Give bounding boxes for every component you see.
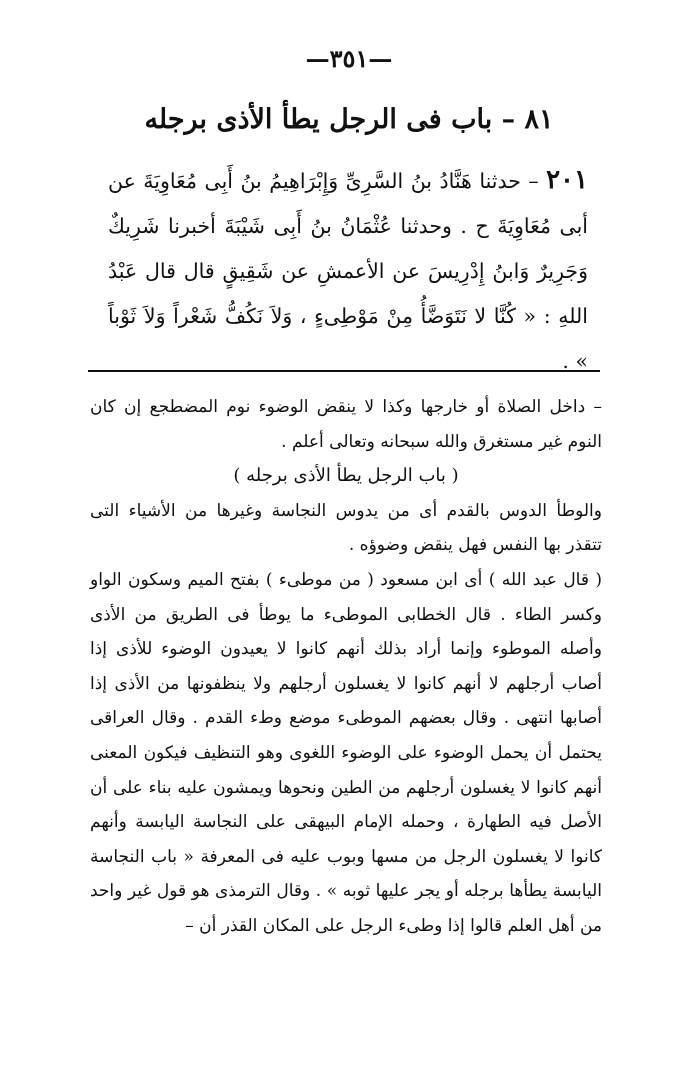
- commentary-paragraph: والوطأ الدوس بالقدم أى من يدوس النجاسة وغيرها من الأشياء التى تتقذر بها النفس فهل ينقض وضوؤه .: [90, 500, 602, 556]
- commentary-sub-heading: ( باب الرجل يطأ الأذى برجله ): [233, 465, 459, 487]
- hadith-block: [108, 158, 588, 384]
- chapter-heading: ٨١ – باب فى الرجل يطأ الأذى برجله: [144, 104, 554, 135]
- footnote-divider: [88, 370, 600, 372]
- commentary-paragraph: ( قال عبد الله ) أى ابن مسعود ( من موطىء ) بفتح الميم وسكون الواو وكسر الطاء . قال الخطابى الموطىء ما يوطأ فى الطريق من الأذى وأصله الموطوء وإنما أراد بذلك أنهم كانوا لا يعيدون الوضوء للأذى إذا أصاب أرجلهم لا أنهم كانوا لا يغسلون أرجلهم ولا ينظفونها من الأذى إذا أصابها انتهى . وقال بعضهم الموطىء موضع وطء القدم . وقال العراقى يحتمل أن يحمل الوضوء على الوضوء اللغوى وهو التنظيف فيكون المعنى أنهم كانوا لا يغسلون أرجلهم من الطين ونحوها ويمشون عليه بناء على أن الأصل فيه الطهارة ، وحمله الإمام البيهقى على النجاسة اليابسة وأنهم كانوا لا يغسلون الرجل من مسها وبوب عليه فى المعرفة « باب النجاسة اليابسة يطأها برجله أو يجر عليها ثوبه » . وقال الترمذى هو قول غير واحد من أهل العلم قالوا إذا وطىء الرجل على المكان القذر أن –: [90, 569, 602, 936]
- commentary-paragraph: – داخل الصلاة أو خارجها وكذا لا ينقض الوضوء نوم المضطجع إن كان النوم غير مستغرق والله سبحانه وتعالى أعلم .: [90, 397, 602, 452]
- hadith-text: – حدثنا هَنَّادُ بنُ السَّرِىِّ وَإِبْرَاهِيمُ بنُ أَبِى مُعَاوِيَةَ عن أبى مُعَاوِيَةَ ح . وحدثنا عُثْمَانُ بنُ أَبِى شَيْبَةَ أخبرنا شَرِيكٌ وَجَرِيرٌ وَابنُ إِدْرِيسَ عن الأعمشِ عن شَقِيقٍ قال قال عَبْدُ اللهِ : « كُنَّا لا نَتَوَضَّأُ مِنْ مَوْطِىءٍ ، وَلاَ نَكُفُّ شَعْراً وَلاَ ثَوْباً » .: [108, 169, 588, 373]
- page-number: —٣٥١—: [305, 44, 393, 73]
- hadith-number: ٢٠١: [546, 165, 588, 195]
- commentary-block: [90, 390, 602, 944]
